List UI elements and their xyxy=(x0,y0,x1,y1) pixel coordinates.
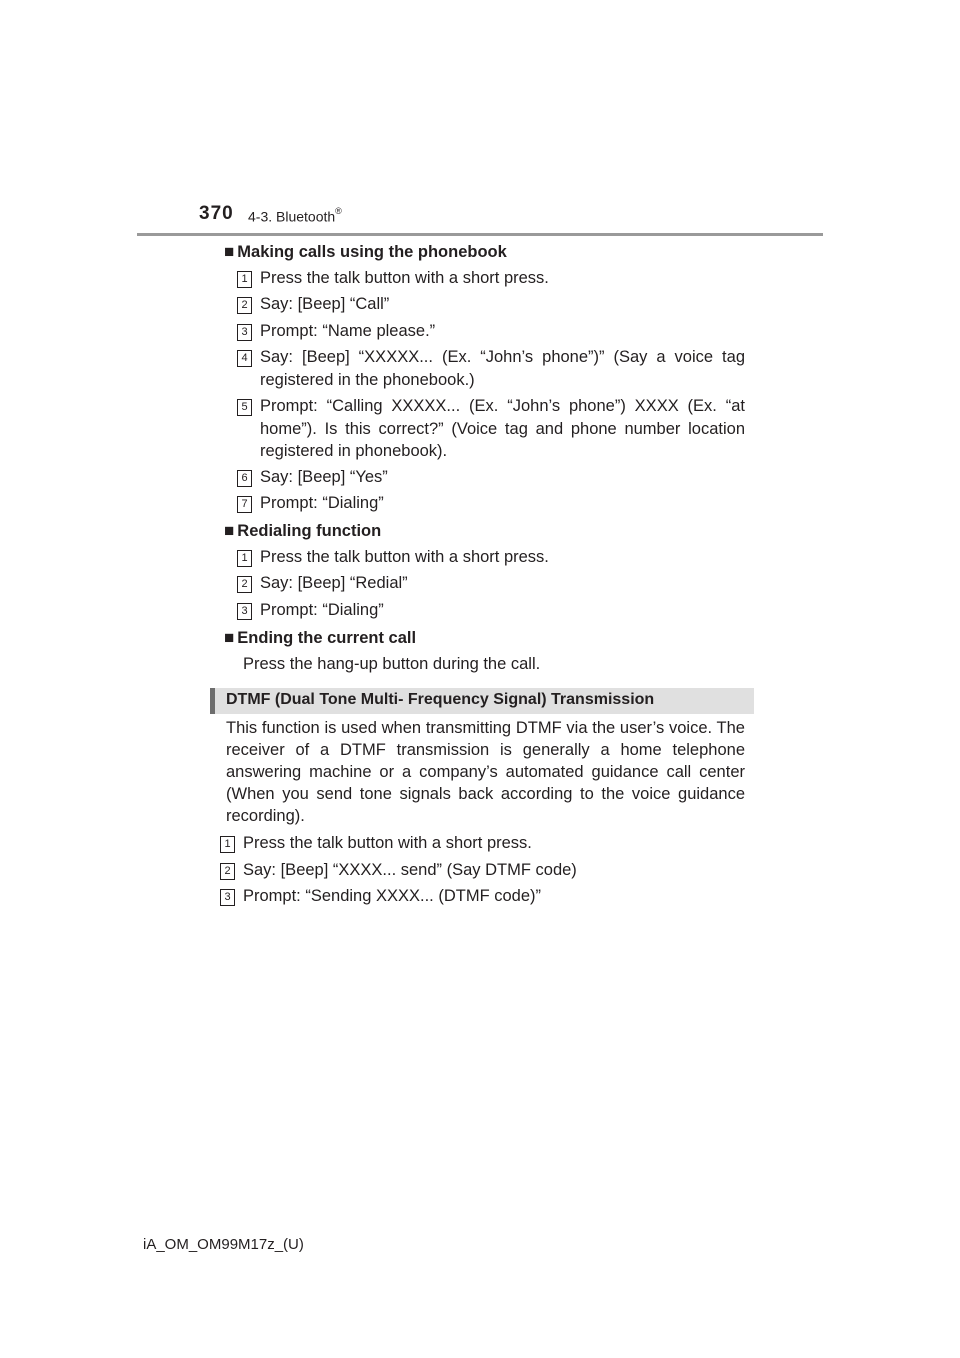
step-6 xyxy=(237,466,745,489)
heading-text: Ending the current call xyxy=(237,629,417,647)
dtmf-heading-box xyxy=(210,688,754,714)
step-text: Say: [Beep] “Call” xyxy=(260,295,390,313)
dtmf-step-1 xyxy=(220,832,745,855)
step-text: Prompt: “Dialing” xyxy=(260,601,384,619)
step-number-badge: 2 xyxy=(220,863,235,880)
dtmf-step-3 xyxy=(220,885,745,908)
registered-mark: ® xyxy=(335,206,342,216)
bullet-square-icon: ■ xyxy=(224,628,235,647)
header-rule xyxy=(137,233,823,236)
step-3 xyxy=(237,320,745,343)
step-number-badge: 4 xyxy=(237,350,252,367)
heading-ending-call xyxy=(224,627,416,649)
heading-text: Redialing function xyxy=(237,522,382,540)
step-2 xyxy=(237,572,745,595)
step-text: Say: [Beep] “XXXXX... (Ex. “John’s phone”)” (Say a voice tag registered in the phonebook.) xyxy=(260,348,745,389)
step-7 xyxy=(237,492,745,515)
step-number-badge: 2 xyxy=(237,297,252,314)
step-number-badge: 3 xyxy=(220,889,235,906)
step-4 xyxy=(237,346,745,391)
step-text: Say: [Beep] “Redial” xyxy=(260,574,408,592)
step-text: Prompt: “Name please.” xyxy=(260,322,436,340)
step-text: Press the talk button with a short press. xyxy=(260,269,549,287)
step-5 xyxy=(237,395,745,463)
dtmf-paragraph: This function is used when transmitting DTMF via the user’s voice. The receiver of a DTMF transmission is generally a home telephone answering machine or a company’s automated guidance call center (When you send tone signals back according to the voice guidance recording). xyxy=(226,719,745,825)
step-number-badge: 2 xyxy=(237,576,252,593)
step-text: Say: [Beep] “Yes” xyxy=(260,468,388,486)
section-title-text: 4-3. Bluetooth xyxy=(248,208,336,225)
section-title xyxy=(248,208,342,225)
bullet-square-icon: ■ xyxy=(224,521,235,540)
step-text: Press the talk button with a short press. xyxy=(243,834,532,852)
heading-text: Making calls using the phonebook xyxy=(237,243,507,261)
footer-code: iA_OM_OM99M17z_(U) xyxy=(143,1236,304,1253)
ending-call-text: Press the hang-up button during the call. xyxy=(243,655,541,673)
bullet-square-icon: ■ xyxy=(224,242,235,261)
step-text: Prompt: “Calling XXXXX... (Ex. “John’s phone”) XXXX (Ex. “at home”). Is this correct?” (Voice tag and phone number location registered in phonebook). xyxy=(260,397,745,460)
step-number-badge: 3 xyxy=(237,603,252,620)
step-text: Press the talk button with a short press. xyxy=(260,548,549,566)
step-number-badge: 3 xyxy=(237,324,252,341)
step-text: Say: [Beep] “XXXX... send” (Say DTMF code) xyxy=(243,861,577,879)
step-number-badge: 1 xyxy=(237,550,252,567)
dtmf-heading-text: DTMF (Dual Tone Multi- Frequency Signal) Transmission xyxy=(226,691,655,708)
heading-making-calls xyxy=(224,241,507,263)
step-number-badge: 6 xyxy=(237,470,252,487)
heading-redialing xyxy=(224,520,381,542)
step-2 xyxy=(237,293,745,316)
page-number: 370 xyxy=(199,203,234,224)
dtmf-step-2 xyxy=(220,859,745,882)
step-number-badge: 5 xyxy=(237,399,252,416)
step-1 xyxy=(237,267,745,290)
step-number-badge: 1 xyxy=(237,271,252,288)
step-number-badge: 1 xyxy=(220,836,235,853)
step-text: Prompt: “Sending XXXX... (DTMF code)” xyxy=(243,887,542,905)
step-text: Prompt: “Dialing” xyxy=(260,494,384,512)
step-3 xyxy=(237,599,745,622)
step-1 xyxy=(237,546,745,569)
step-number-badge: 7 xyxy=(237,496,252,513)
